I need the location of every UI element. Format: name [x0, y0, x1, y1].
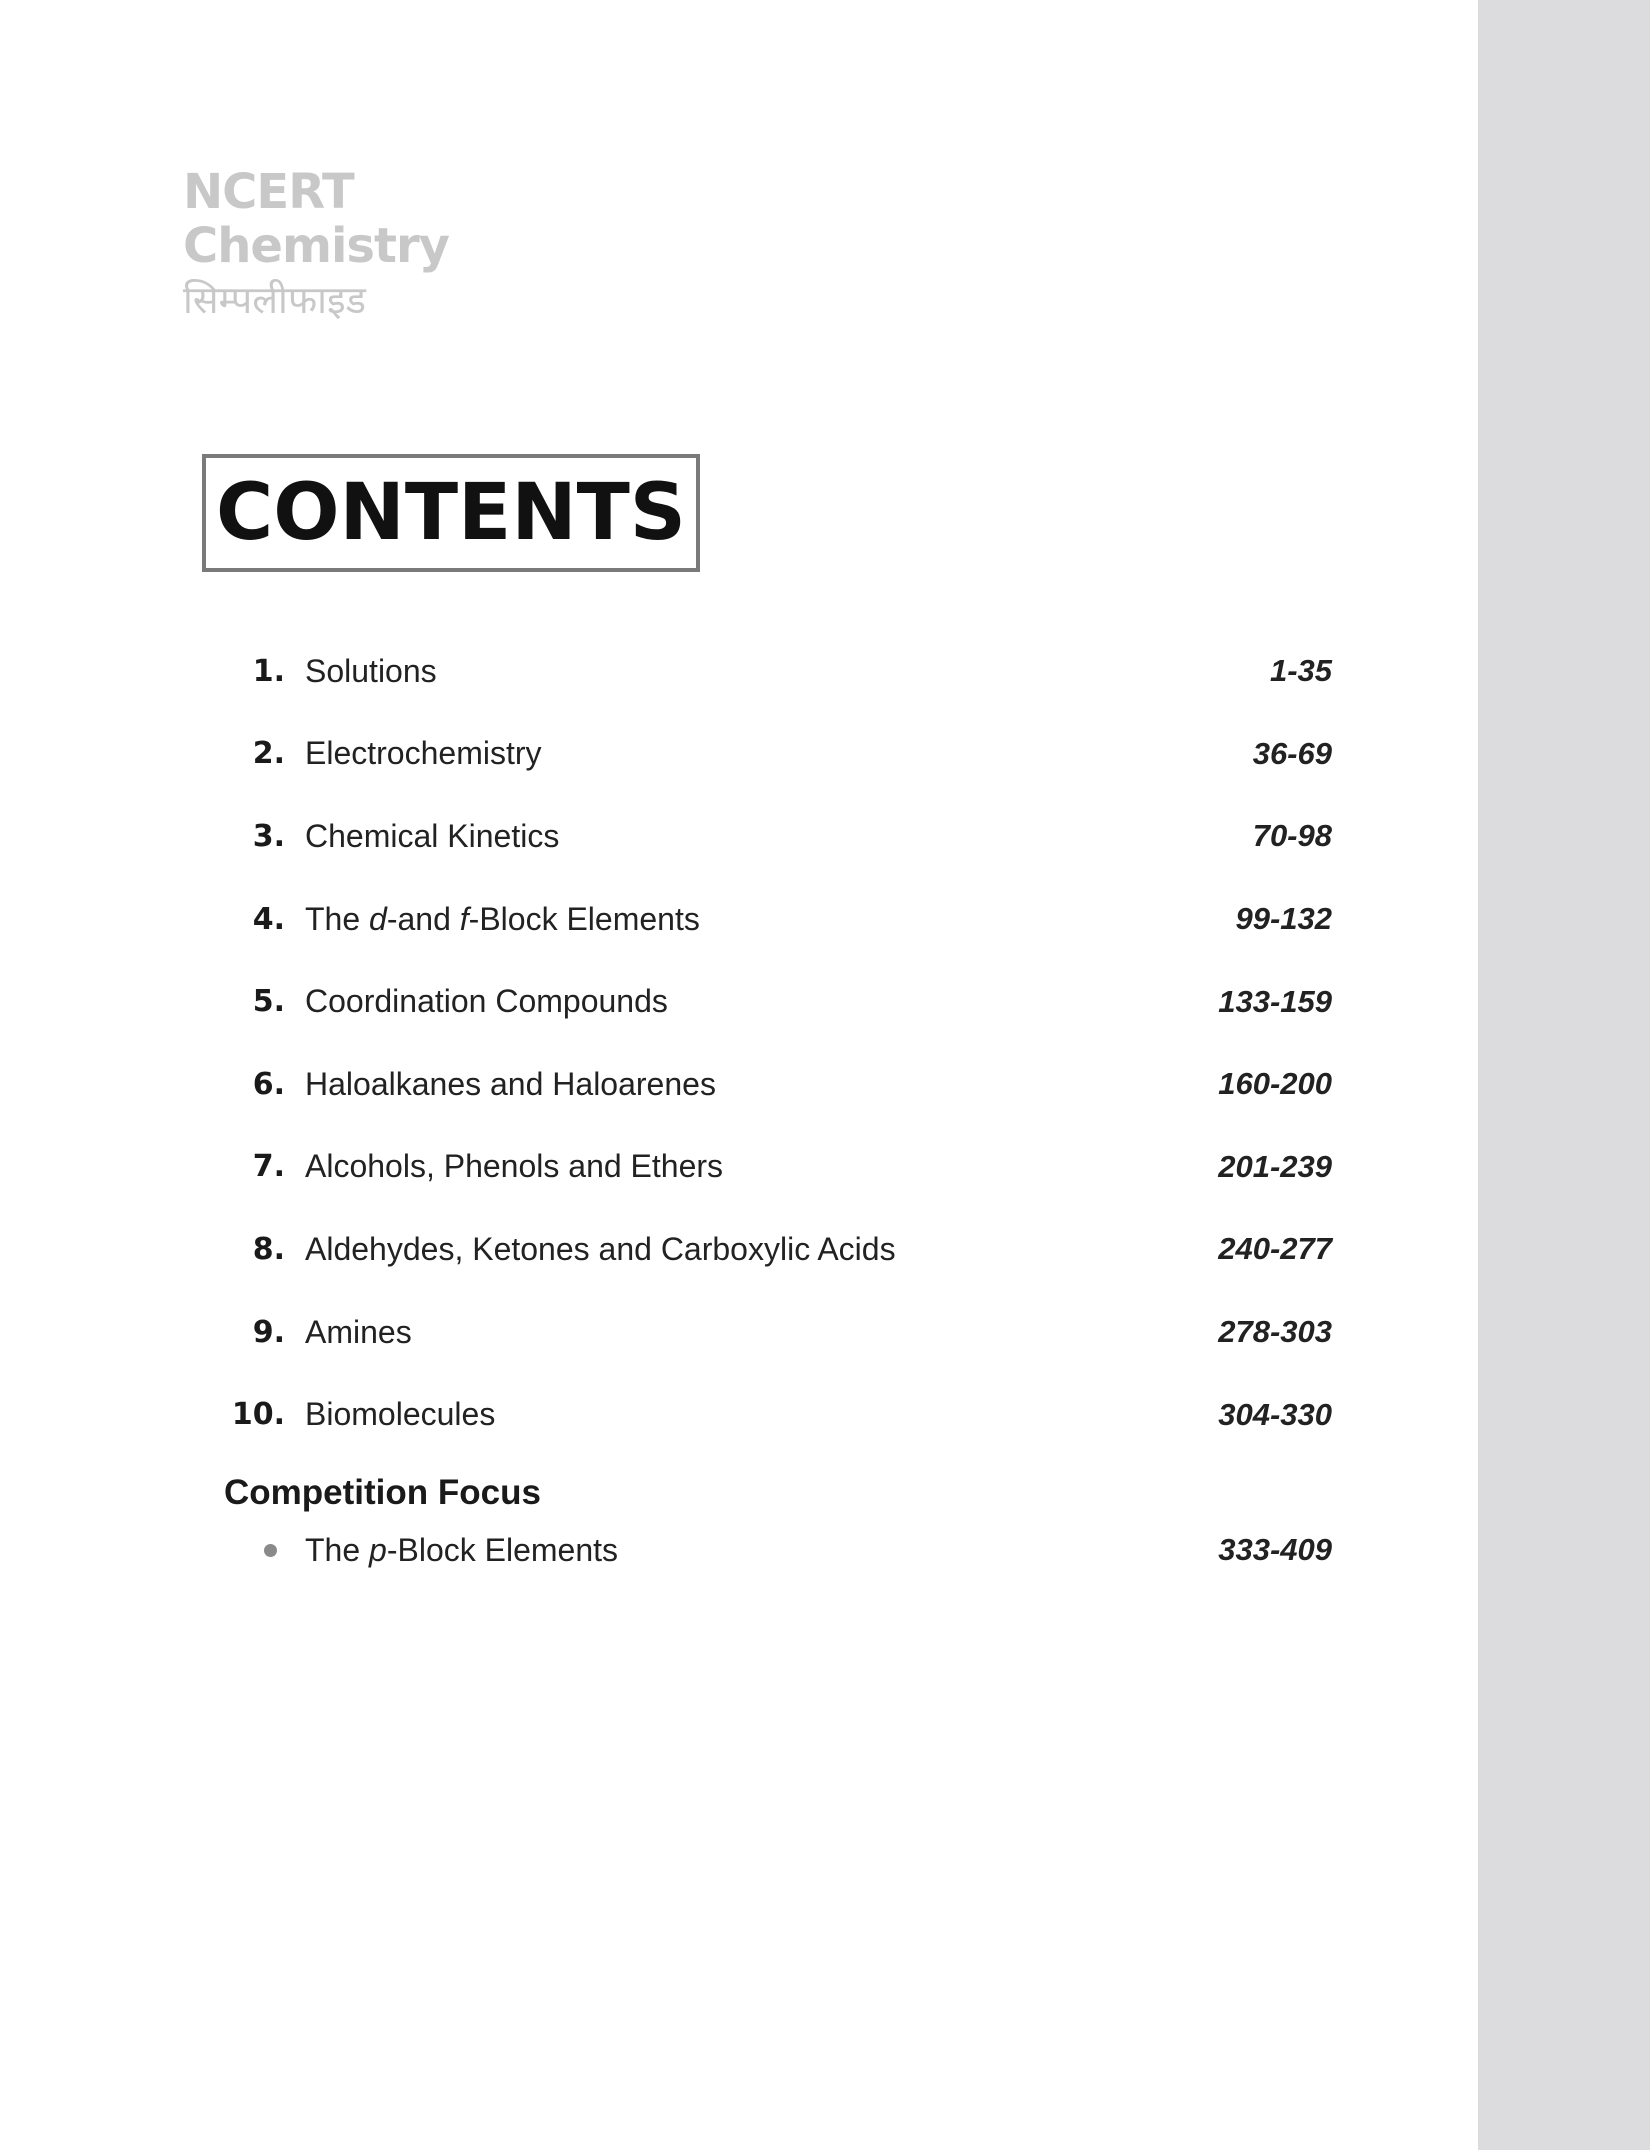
chapter-pages: 240-277 — [1218, 1231, 1332, 1267]
chapter-pages: 70-98 — [1252, 818, 1332, 854]
brand-line-ncert: NCERT — [183, 164, 354, 220]
toc-row-7[interactable] — [220, 1126, 1332, 1209]
chapter-number: 8. — [252, 1231, 285, 1267]
chapter-title — [305, 901, 1132, 938]
chapter-title: Alcohols, Phenols and Ethers — [305, 1148, 724, 1185]
chapter-pages: 304-330 — [1218, 1396, 1332, 1432]
toc-row-1[interactable] — [220, 630, 1332, 713]
brand-line-chemistry: Chemistry — [183, 218, 449, 274]
title-part: -and — [386, 900, 460, 937]
bullet-icon — [220, 1544, 305, 1557]
side-strip — [1478, 0, 1650, 2150]
title-part: -Block Elements — [468, 900, 700, 937]
title-italic-p: p — [369, 1531, 387, 1568]
chapter-pages: 278-303 — [1218, 1314, 1332, 1350]
chapter-pages: 1-35 — [1269, 653, 1332, 689]
bullet-dot — [264, 1544, 277, 1557]
chapter-title: Solutions — [305, 652, 437, 689]
chapter-pages: 133-159 — [1218, 983, 1332, 1019]
title-italic-d: d — [369, 900, 387, 937]
toc-row-3[interactable] — [220, 795, 1332, 878]
toc-row-5[interactable] — [220, 960, 1332, 1043]
chapter-number: 6. — [252, 1066, 285, 1102]
chapter-pages: 201-239 — [1218, 1148, 1332, 1184]
chapter-number: 7. — [252, 1149, 285, 1185]
title-italic-f: f — [459, 900, 469, 937]
competition-focus-item[interactable] — [220, 1522, 1332, 1578]
title-part: -Block Elements — [386, 1531, 619, 1568]
title-part: The — [305, 1531, 370, 1568]
competition-item-pages: 333-409 — [1218, 1532, 1332, 1567]
chapter-pages: 36-69 — [1252, 735, 1332, 771]
chapter-title: Electrochemistry — [305, 735, 542, 772]
toc-row-4[interactable] — [220, 878, 1332, 961]
title-part: The — [305, 900, 370, 937]
chapter-title: Biomolecules — [305, 1396, 496, 1433]
chapter-title: Coordination Compounds — [305, 983, 668, 1020]
chapter-pages: 99-132 — [1235, 901, 1332, 937]
chapter-number: 9. — [252, 1314, 285, 1350]
chapter-number: 2. — [252, 736, 285, 772]
table-of-contents — [220, 630, 1332, 1456]
toc-row-9[interactable] — [220, 1291, 1332, 1374]
toc-row-10[interactable] — [220, 1373, 1332, 1456]
toc-row-6[interactable] — [220, 1043, 1332, 1126]
chapter-title: Chemical Kinetics — [305, 817, 560, 854]
chapter-title: Haloalkanes and Haloarenes — [305, 1065, 716, 1102]
brand-line-hindi: सिम्पलीफाइड — [183, 278, 366, 322]
contents-heading-box — [202, 454, 700, 572]
toc-row-8[interactable] — [220, 1208, 1332, 1291]
toc-row-2[interactable] — [220, 713, 1332, 796]
chapter-number: 4. — [252, 901, 285, 937]
chapter-number: 3. — [252, 818, 285, 854]
chapter-title: Aldehydes, Ketones and Carboxylic Acids — [305, 1230, 896, 1267]
chapter-number: 5. — [252, 984, 285, 1020]
competition-item-title — [305, 1532, 1132, 1569]
chapter-number: 10. — [231, 1397, 285, 1433]
brand-logo — [183, 165, 449, 325]
chapter-pages: 160-200 — [1218, 1066, 1332, 1102]
chapter-number: 1. — [252, 653, 285, 689]
competition-focus-heading: Competition Focus — [224, 1473, 541, 1512]
page-title: CONTENTS — [216, 468, 686, 558]
chapter-title: Amines — [305, 1313, 412, 1350]
